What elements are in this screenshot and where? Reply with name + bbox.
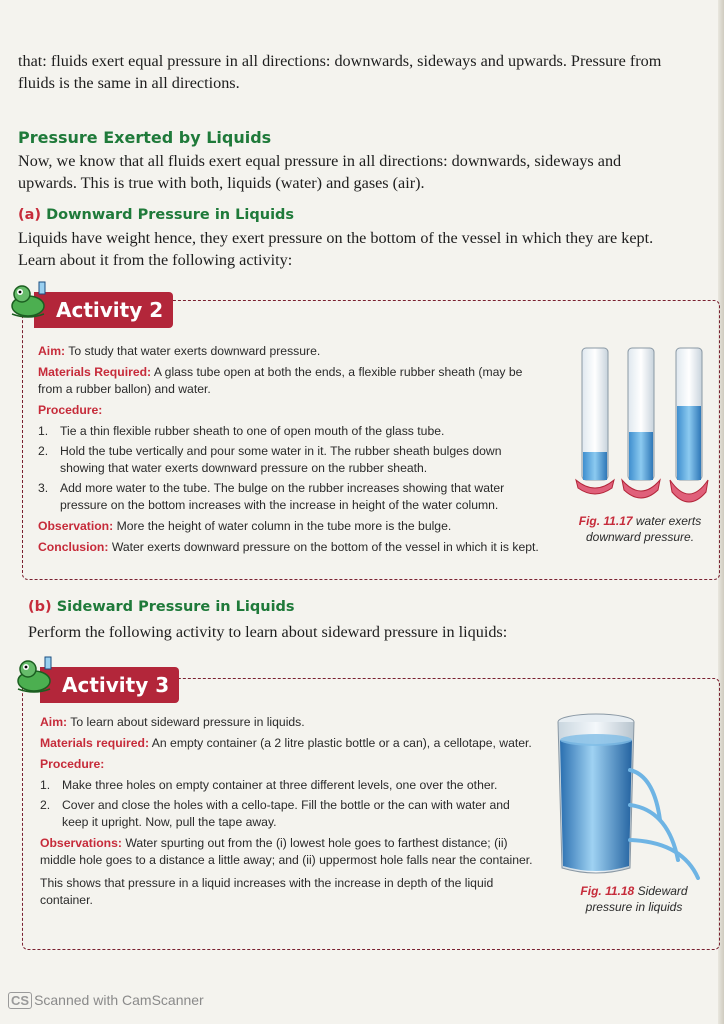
aim-label: Aim: — [40, 715, 68, 729]
conclusion-label: Conclusion: — [38, 540, 109, 554]
step-line: Hold the tube vertically and pour some water in it. The rubber sheath bulges down — [60, 444, 502, 458]
subheading-b-tag: (b) — [28, 599, 52, 615]
aim-text: To learn about sideward pressure in liquids. — [70, 715, 305, 729]
subheading-a-line-2: Learn about it from the following activity: — [18, 251, 293, 269]
fig-11-17-caption — [566, 513, 714, 545]
fig-caption-text: water exerts — [635, 514, 702, 528]
subheading-a-tag: (a) — [18, 207, 42, 223]
activity-2-content — [38, 343, 558, 556]
step-line: showing that water exerts downward pressure on the rubber sheath. — [60, 461, 428, 475]
subheading-a-paragraph — [18, 227, 718, 271]
intro-line-1: that: fluids exert equal pressure in all directions: downwards, sideways and upwards. Pressure from — [18, 52, 662, 70]
step-number: 1. — [38, 424, 49, 438]
observations-label: Observations: — [40, 836, 122, 850]
activity-3-aim — [40, 714, 550, 731]
activity-2-conclusion — [38, 539, 558, 556]
camscanner-logo: CS — [8, 992, 32, 1009]
step-number: 3. — [38, 481, 49, 495]
subheading-b-title: Sideward Pressure in Liquids — [56, 599, 295, 615]
fig-label: Fig. 11.18 — [580, 884, 635, 898]
mascot-icon — [12, 655, 56, 695]
fig-caption-text: pressure in liquids — [585, 900, 683, 914]
procedure-list — [38, 423, 558, 514]
fig-label: Fig. 11.17 — [578, 514, 633, 528]
observation-text: More the height of water column in the tube more is the bulge. — [116, 519, 452, 533]
activity-2-aim — [38, 343, 558, 360]
intro-paragraph — [18, 50, 718, 94]
aim-label: Aim: — [38, 344, 66, 358]
materials-label: Materials required: — [40, 736, 150, 750]
fig-11-18-caption — [560, 883, 708, 915]
mascot-icon — [6, 280, 50, 320]
fig-caption-text: downward pressure. — [585, 530, 695, 544]
result-line-2: container. — [40, 893, 93, 907]
section-title: Pressure Exerted by Liquids — [18, 128, 272, 147]
step-line: Cover and close the holes with a cello-tape. Fill the bottle or the can with water and — [62, 798, 510, 812]
subheading-b — [28, 599, 295, 615]
step-line: Add more water to the tube. The bulge on the rubber increases showing that water — [60, 481, 505, 495]
intro-line-2: fluids is the same in all directions. — [18, 74, 240, 92]
procedure-step — [38, 443, 558, 477]
step-line: Make three holes on empty container at three different levels, one over the other. — [62, 778, 498, 792]
step-number: 1. — [40, 778, 51, 792]
procedure-label: Procedure: — [40, 757, 105, 771]
materials-label: Materials Required: — [38, 365, 152, 379]
procedure-step — [40, 777, 550, 794]
conclusion-text: Water exerts downward pressure on the bottom of the vessel in which it is kept. — [111, 540, 539, 554]
materials-text: An empty container (a 2 litre plastic bottle or a can), a cellotape, water. — [151, 736, 532, 750]
step-number: 2. — [40, 798, 51, 812]
activity-3-materials — [40, 735, 550, 752]
activity-3-badge: Activity 3 — [40, 667, 179, 703]
camscanner-watermark — [8, 992, 204, 1009]
subheading-a — [18, 207, 294, 223]
step-line: keep it upright. Now, pull the tape away. — [62, 815, 277, 829]
fig-caption-text: Sideward — [637, 884, 688, 898]
step-line: Tie a thin flexible rubber sheath to one of open mouth of the glass tube. — [60, 424, 445, 438]
procedure-step — [40, 797, 550, 831]
test-tubes-illustration — [570, 340, 710, 510]
activity-2-materials — [38, 364, 558, 398]
activity-3-content — [40, 714, 550, 909]
observation-label: Observation: — [38, 519, 114, 533]
activity-3-observations — [40, 835, 550, 869]
materials-line-2: from a rubber ballon) and water. — [38, 382, 211, 396]
section-line-1: Now, we know that all fluids exert equal pressure in all directions: downwards, sideways and — [18, 152, 622, 170]
observations-line-2: middle hole goes to a distance a little away; and (ii) uppermost hole falls near the container. — [40, 853, 533, 867]
watermark-text: Scanned with CamScanner — [34, 992, 204, 1008]
procedure-step — [38, 480, 558, 514]
step-number: 2. — [38, 444, 49, 458]
subheading-b-paragraph: Perform the following activity to learn about sideward pressure in liquids: — [28, 623, 508, 641]
aim-text: To study that water exerts downward pressure. — [68, 344, 321, 358]
section-paragraph — [18, 150, 718, 194]
subheading-a-title: Downward Pressure in Liquids — [46, 207, 295, 223]
procedure-label: Procedure: — [38, 403, 103, 417]
water-container-illustration — [556, 710, 706, 880]
section-line-2: upwards. This is true with both, liquids (water) and gases (air). — [18, 174, 425, 192]
subheading-a-line-1: Liquids have weight hence, they exert pressure on the bottom of the vessel in which they are kept. — [18, 229, 654, 247]
activity-3-result — [40, 875, 550, 909]
step-line: pressure on the bottom increases with the increase in height of the water column. — [60, 498, 499, 512]
activity-2-badge: Activity 2 — [34, 292, 173, 328]
procedure-step — [38, 423, 558, 440]
procedure-list — [40, 777, 550, 831]
materials-line-1: A glass tube open at both the ends, a flexible rubber sheath (may be — [153, 365, 523, 379]
observations-line-1: Water spurting out from the (i) lowest hole goes to farthest distance; (ii) — [125, 836, 508, 850]
activity-2-observation — [38, 518, 558, 535]
result-line-1: This shows that pressure in a liquid increases with the increase in depth of the liquid — [40, 876, 494, 890]
